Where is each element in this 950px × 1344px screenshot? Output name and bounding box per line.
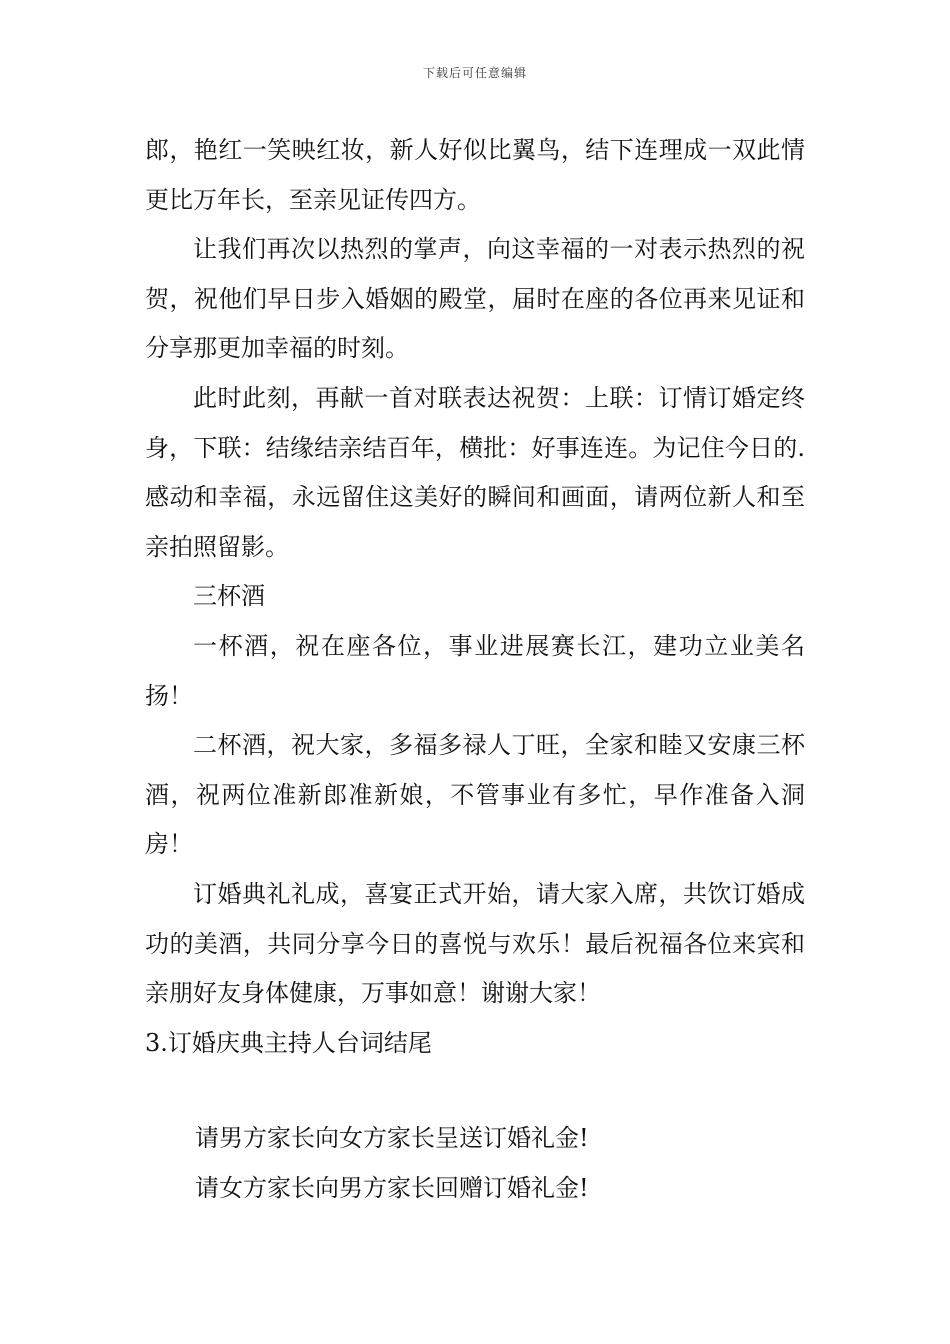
section-heading: 3.订婚庆典主持人台词结尾 (145, 1028, 432, 1057)
paragraph-second-third-toast: 二杯酒，祝大家，多福多禄人丁旺，全家和睦又安康三杯酒，祝两位准新郎准新娘，不管事业有多忙，早作准备入洞房！ (145, 731, 805, 859)
closing-line-bride-parents: 请女方家长向男方家长回赠订婚礼金! (195, 1173, 589, 1202)
document-body (145, 126, 805, 1213)
paragraph-couplet: 此时此刻，再献一首对联表达祝贺：上联：订情订婚定终身，下联：结缘结亲结百年，横批：好事连连。为记住今日的.感动和幸福，永远留住这美好的瞬间和画面，请两位新人和至亲拍照留影。 (145, 383, 805, 561)
paragraph-three-toasts-title: 三杯酒 (193, 582, 265, 611)
paragraph-continuation: 郎，艳红一笑映红妆，新人好似比翼鸟，结下连理成一双此情更比万年长，至亲见证传四方。 (145, 136, 805, 214)
page-header-note: 下载后可任意编辑 (422, 66, 527, 80)
section-spacer (145, 1068, 805, 1114)
closing-line-groom-parents: 请男方家长向女方家长呈送订婚礼金! (195, 1124, 589, 1153)
paragraph-applause: 让我们再次以热烈的掌声，向这幸福的一对表示热烈的祝贺，祝他们早日步入婚姻的殿堂，届时在座的各位再来见证和分享那更加幸福的时刻。 (145, 235, 805, 363)
paragraph-ceremony-complete: 订婚典礼礼成，喜宴正式开始，请大家入席，共饮订婚成功的美酒，共同分享今日的喜悦与欢乐！最后祝福各位来宾和亲朋好友身体健康，万事如意！谢谢大家！ (145, 879, 805, 1008)
paragraph-first-toast: 一杯酒，祝在座各位，事业进展赛长江，建功立业美名扬！ (145, 631, 805, 710)
